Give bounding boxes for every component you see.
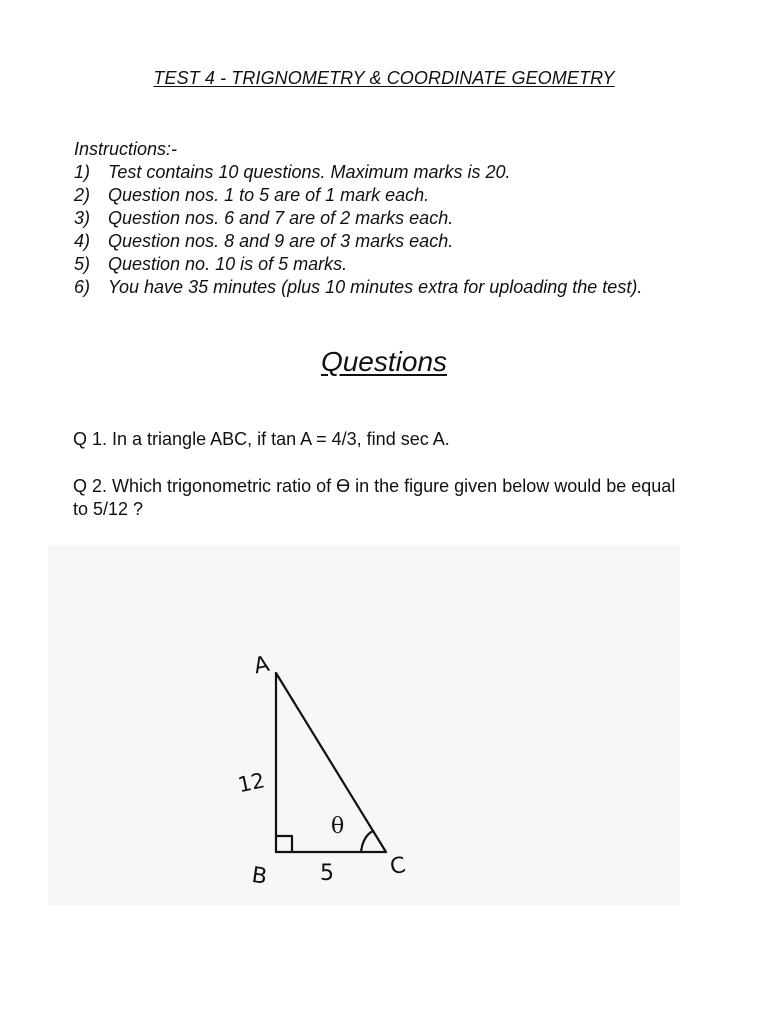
instruction-text: Question nos. 8 and 9 are of 3 marks each. xyxy=(108,231,454,251)
instruction-text: Test contains 10 questions. Maximum marks is 20. xyxy=(108,162,511,182)
instruction-number: 3) xyxy=(74,208,91,228)
instruction-text: Question nos. 1 to 5 are of 1 mark each. xyxy=(108,185,430,205)
instruction-list xyxy=(74,161,714,299)
triangle-figure xyxy=(48,545,680,905)
vertex-c-label: C xyxy=(388,852,408,881)
instructions-block xyxy=(74,138,714,299)
instruction-item xyxy=(74,161,714,184)
question-2: Q 2. Which trigonometric ratio of ϴ in the figure given below would be equal to 5/12 ? xyxy=(73,476,676,519)
instructions-heading: Instructions:- xyxy=(74,139,178,159)
instruction-number: 4) xyxy=(74,231,91,251)
instruction-number: 6) xyxy=(74,277,91,297)
angle-arc xyxy=(361,831,373,852)
vertex-a-label: A xyxy=(251,651,272,680)
right-angle-marker xyxy=(276,836,292,852)
side-ab-length-label: 12 xyxy=(235,768,267,798)
instruction-number: 2) xyxy=(74,185,91,205)
vertex-b-label: B xyxy=(250,862,269,890)
side-bc-length-label: 5 xyxy=(320,861,334,886)
angle-theta-label: θ xyxy=(331,814,345,839)
instruction-item xyxy=(74,184,714,207)
triangle-diagram xyxy=(48,545,680,905)
instruction-item xyxy=(74,253,714,276)
instruction-item xyxy=(74,207,714,230)
instruction-item xyxy=(74,276,714,299)
instruction-text: Question no. 10 is of 5 marks. xyxy=(108,254,348,274)
instruction-text: You have 35 minutes (plus 10 minutes extra for uploading the test). xyxy=(108,277,643,297)
questions-heading: Questions xyxy=(320,346,448,377)
test-title: TEST 4 - TRIGNOMETRY & COORDINATE GEOMETRY xyxy=(153,68,615,88)
question-1: Q 1. In a triangle ABC, if tan A = 4/3, find sec A. xyxy=(73,429,450,449)
instruction-number: 5) xyxy=(74,254,91,274)
instruction-text: Question nos. 6 and 7 are of 2 marks each. xyxy=(108,208,454,228)
instruction-number: 1) xyxy=(74,162,91,182)
instruction-item xyxy=(74,230,714,253)
